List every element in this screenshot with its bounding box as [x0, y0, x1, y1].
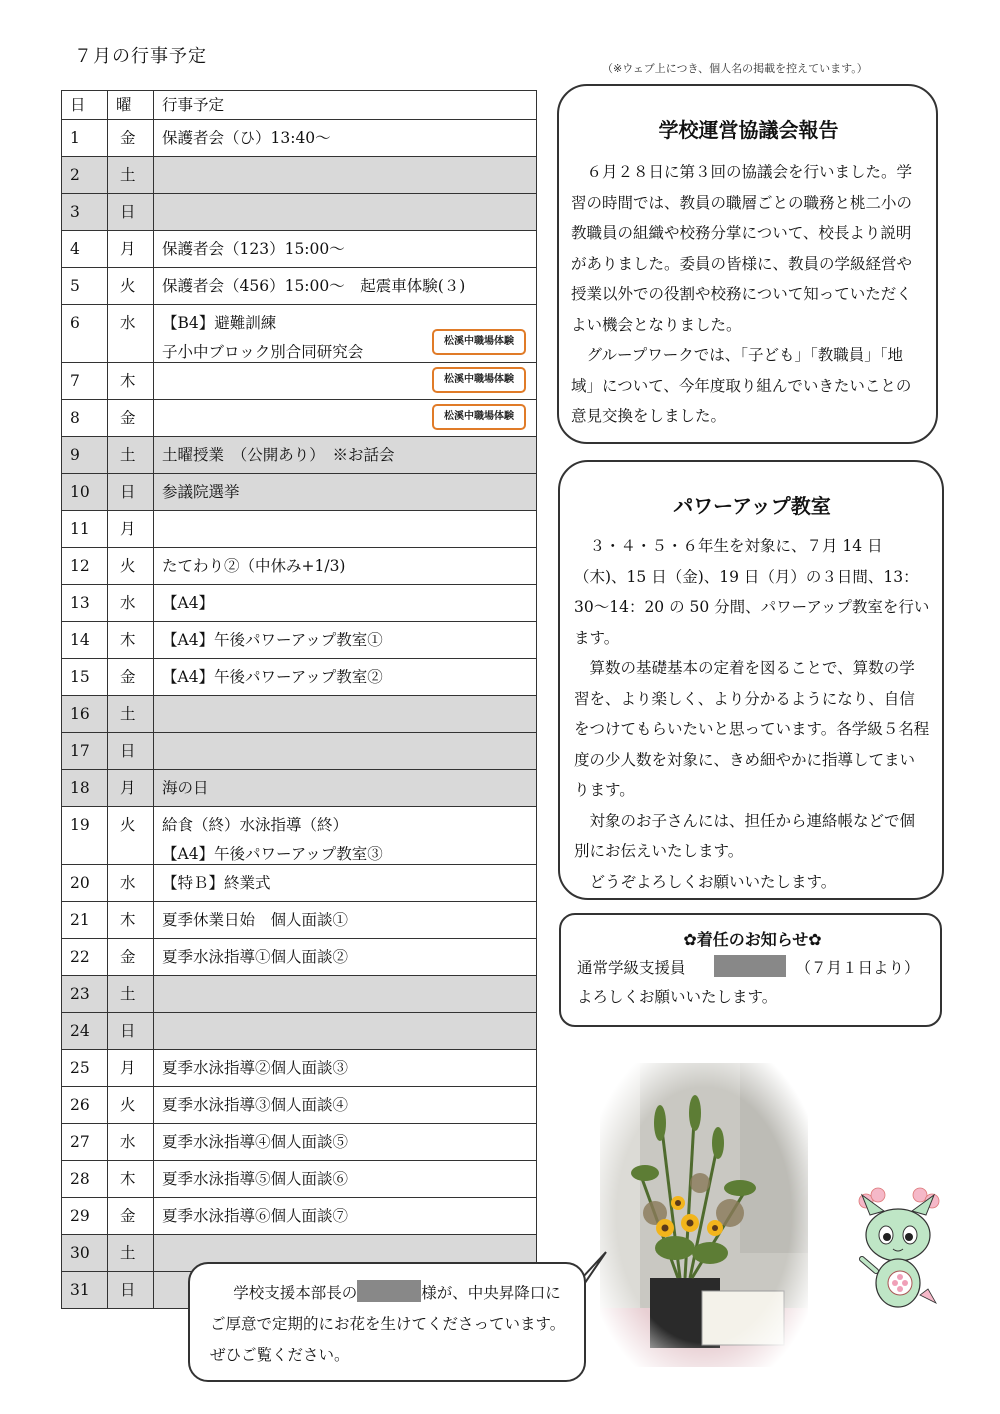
- table-row: [62, 1050, 537, 1087]
- event-cell: [154, 659, 537, 696]
- weekday-cell: 木: [108, 902, 154, 939]
- bubble-text: [210, 1278, 568, 1371]
- powerup-paragraph: どうぞよろしくお願いいたします。: [589, 872, 837, 891]
- weekday-cell: 月: [108, 231, 154, 268]
- day-cell: 7: [62, 363, 108, 400]
- day-cell: 19: [62, 807, 108, 865]
- privacy-note: （※ウェブ上につき、個人名の掲載を控えています。）: [602, 62, 868, 75]
- powerup-class-box: [558, 460, 944, 900]
- event-text: 【A4】午後パワーアップ教室①: [162, 631, 383, 649]
- event-text: 給食（終）水泳指導（終）: [162, 816, 349, 834]
- weekday-cell: 金: [108, 659, 154, 696]
- table-row: [62, 622, 537, 659]
- day-cell: 12: [62, 548, 108, 585]
- event-cell: [154, 1087, 537, 1124]
- table-row: [62, 268, 537, 305]
- table-row: [62, 1013, 537, 1050]
- day-cell: 5: [62, 268, 108, 305]
- event-cell: [154, 939, 537, 976]
- bubble-text-before: 学校支援本部長の: [233, 1284, 358, 1302]
- day-cell: 28: [62, 1161, 108, 1198]
- weekday-cell: 日: [108, 474, 154, 511]
- weekday-cell: 月: [108, 770, 154, 807]
- day-cell: 4: [62, 231, 108, 268]
- day-cell: 10: [62, 474, 108, 511]
- table-row: [62, 474, 537, 511]
- event-text: 海の日: [162, 779, 209, 797]
- staff-notice-box: [559, 913, 942, 1027]
- schedule-body: [62, 120, 537, 1309]
- table-row: [62, 157, 537, 194]
- day-cell: 29: [62, 1198, 108, 1235]
- event-cell: [154, 437, 537, 474]
- powerup-paragraph: 算数の基礎基本の定着を図ることで、算数の学習を、より楽しく、より分かるようになり、自信をつけてもらいたいと思っています。各学級５名程度の少人数を対象に、きめ細やかに指導してまいります。: [574, 659, 930, 799]
- day-cell: 21: [62, 902, 108, 939]
- table-row: [62, 807, 537, 865]
- event-cell: [154, 1050, 537, 1087]
- table-row: [62, 939, 537, 976]
- weekday-cell: 木: [108, 622, 154, 659]
- weekday-cell: 金: [108, 939, 154, 976]
- table-row: [62, 659, 537, 696]
- day-cell: 25: [62, 1050, 108, 1087]
- table-row: [62, 976, 537, 1013]
- weekday-cell: 火: [108, 1087, 154, 1124]
- mascot-character: [848, 1185, 948, 1315]
- event-text: 夏季水泳指導⑥個人面談⑦: [162, 1207, 349, 1225]
- weekday-cell: 土: [108, 976, 154, 1013]
- table-row: [62, 770, 537, 807]
- workplace-experience-badge: 松溪中職場体験: [432, 367, 526, 393]
- event-cell: [154, 157, 537, 194]
- day-cell: 1: [62, 120, 108, 157]
- event-text: 【B4】避難訓練: [162, 314, 277, 332]
- weekday-cell: 月: [108, 1050, 154, 1087]
- council-title: 学校運営協議会報告: [658, 118, 839, 142]
- event-cell: [154, 548, 537, 585]
- weekday-cell: 日: [108, 733, 154, 770]
- weekday-cell: 金: [108, 1198, 154, 1235]
- table-row: [62, 120, 537, 157]
- event-text: 土曜授業 （公開あり） ※お話会: [162, 446, 395, 464]
- event-cell: [154, 1124, 537, 1161]
- day-cell: 3: [62, 194, 108, 231]
- weekday-cell: 火: [108, 268, 154, 305]
- flower-thanks-bubble: [188, 1262, 586, 1382]
- council-paragraph: ６月２８日に第３回の協議会を行いました。学習の時間では、教員の職層ごとの職務と桃二小の教職員の組織や校務分掌について、校長より説明がありました。委員の皆様に、教員の学級経営や授業以外での役割や校務について知っていただくよい機会となりました。: [571, 163, 913, 334]
- staff-greeting: よろしくお願いいたします。: [577, 988, 778, 1006]
- table-row: [62, 400, 537, 437]
- day-cell: 13: [62, 585, 108, 622]
- event-cell: [154, 770, 537, 807]
- day-cell: 24: [62, 1013, 108, 1050]
- event-text: 子小中ブロック別合同研究会: [162, 343, 364, 361]
- event-cell: [154, 622, 537, 659]
- weekday-cell: 金: [108, 400, 154, 437]
- day-cell: 27: [62, 1124, 108, 1161]
- day-cell: 26: [62, 1087, 108, 1124]
- table-row: [62, 305, 537, 363]
- event-text: 保護者会（456）15:00～ 起震車体験(３): [162, 277, 466, 295]
- council-paragraph: グループワークでは、「子ども」「教職員」「地域」について、今年度取り組んでいきたいことの意見交換をしました。: [571, 346, 912, 425]
- table-header-row: [62, 91, 537, 120]
- day-cell: 17: [62, 733, 108, 770]
- table-row: [62, 194, 537, 231]
- event-cell: [154, 231, 537, 268]
- header-weekday: 曜: [108, 91, 154, 120]
- weekday-cell: 日: [108, 1272, 154, 1309]
- day-cell: 8: [62, 400, 108, 437]
- schedule-table: [61, 90, 537, 1309]
- event-text: 保護者会（ひ）13:40～: [162, 129, 331, 147]
- event-cell: [154, 474, 537, 511]
- event-cell: [154, 363, 537, 400]
- event-text: 【A4】: [162, 594, 215, 612]
- event-cell: [154, 733, 537, 770]
- day-cell: 30: [62, 1235, 108, 1272]
- table-row: [62, 585, 537, 622]
- day-cell: 22: [62, 939, 108, 976]
- day-cell: 9: [62, 437, 108, 474]
- weekday-cell: 土: [108, 437, 154, 474]
- table-row: [62, 865, 537, 902]
- weekday-cell: 火: [108, 548, 154, 585]
- event-cell: [154, 305, 537, 363]
- workplace-experience-badge: 松溪中職場体験: [432, 329, 526, 355]
- staff-role: 通常学級支援員: [577, 959, 686, 977]
- weekday-cell: 土: [108, 157, 154, 194]
- day-cell: 16: [62, 696, 108, 733]
- day-cell: 11: [62, 511, 108, 548]
- weekday-cell: 水: [108, 305, 154, 363]
- table-row: [62, 363, 537, 400]
- event-cell: [154, 696, 537, 733]
- flower-arrangement-photo: [600, 1063, 808, 1367]
- event-text: 夏季水泳指導②個人面談③: [162, 1059, 349, 1077]
- event-cell: [154, 976, 537, 1013]
- redacted-name: [714, 955, 786, 977]
- weekday-cell: 木: [108, 363, 154, 400]
- page-title: ７月の行事予定: [74, 46, 207, 67]
- table-row: [62, 902, 537, 939]
- table-row: [62, 437, 537, 474]
- event-text: たてわり②（中休み+1/3): [162, 557, 346, 575]
- event-cell: [154, 400, 537, 437]
- event-cell: [154, 511, 537, 548]
- day-cell: 23: [62, 976, 108, 1013]
- event-text: 夏季水泳指導③個人面談④: [162, 1096, 349, 1114]
- redacted-name: [357, 1280, 421, 1302]
- event-cell: [154, 120, 537, 157]
- weekday-cell: 水: [108, 1124, 154, 1161]
- event-text: 夏季水泳指導④個人面談⑤: [162, 1133, 349, 1151]
- header-day: 日: [62, 91, 108, 120]
- table-row: [62, 511, 537, 548]
- powerup-title: パワーアップ教室: [673, 494, 831, 518]
- event-cell: [154, 865, 537, 902]
- bubble-text-after: 様が、中央昇降口にご厚意で定期的にお花を生けてくださっています。ぜひご覧ください。: [210, 1284, 566, 1364]
- weekday-cell: 日: [108, 194, 154, 231]
- weekday-cell: 金: [108, 120, 154, 157]
- weekday-cell: 月: [108, 511, 154, 548]
- day-cell: 6: [62, 305, 108, 363]
- event-cell: [154, 902, 537, 939]
- event-text: 夏季休業日始 個人面談①: [162, 911, 349, 929]
- weekday-cell: 土: [108, 1235, 154, 1272]
- event-text: 【A4】午後パワーアップ教室②: [162, 668, 383, 686]
- table-row: [62, 1087, 537, 1124]
- event-cell: [154, 194, 537, 231]
- weekday-cell: 土: [108, 696, 154, 733]
- event-text: 夏季水泳指導①個人面談②: [162, 948, 349, 966]
- table-row: [62, 231, 537, 268]
- table-row: [62, 548, 537, 585]
- powerup-paragraph: ３・４・５・６年生を対象に、７月 14 日（木)、15 日（金)、19 日（月）の３日間、13：30～14：20 の 50 分間、パワーアップ教室を行います。: [574, 537, 930, 647]
- weekday-cell: 水: [108, 865, 154, 902]
- event-cell: [154, 1013, 537, 1050]
- header-events: 行事予定: [154, 91, 537, 120]
- staff-notice-line: [577, 954, 928, 983]
- event-cell: [154, 585, 537, 622]
- day-cell: 2: [62, 157, 108, 194]
- event-text: 夏季水泳指導⑤個人面談⑥: [162, 1170, 349, 1188]
- staff-notice-title: ✿着任のお知らせ✿: [683, 930, 822, 949]
- table-row: [62, 733, 537, 770]
- event-text: 参議院選挙: [162, 483, 240, 501]
- table-row: [62, 1124, 537, 1161]
- day-cell: 31: [62, 1272, 108, 1309]
- staff-start-date: （７月１日より）: [795, 959, 920, 977]
- weekday-cell: 木: [108, 1161, 154, 1198]
- council-report-box: [557, 84, 938, 444]
- weekday-cell: 日: [108, 1013, 154, 1050]
- day-cell: 14: [62, 622, 108, 659]
- event-text: 【特Ｂ】終業式: [162, 874, 271, 892]
- day-cell: 20: [62, 865, 108, 902]
- powerup-paragraph: 対象のお子さんには、担任から連絡帳などで個別にお伝えいたします。: [574, 811, 916, 860]
- event-cell: [154, 1198, 537, 1235]
- table-row: [62, 1198, 537, 1235]
- event-cell: [154, 1161, 537, 1198]
- event-text: 【A4】午後パワーアップ教室③: [162, 845, 383, 863]
- weekday-cell: 水: [108, 585, 154, 622]
- table-row: [62, 1161, 537, 1198]
- table-row: [62, 696, 537, 733]
- day-cell: 18: [62, 770, 108, 807]
- workplace-experience-badge: 松溪中職場体験: [432, 404, 526, 430]
- day-cell: 15: [62, 659, 108, 696]
- weekday-cell: 火: [108, 807, 154, 865]
- event-text: 保護者会（123）15:00～: [162, 240, 345, 258]
- event-cell: [154, 268, 537, 305]
- event-cell: [154, 807, 537, 865]
